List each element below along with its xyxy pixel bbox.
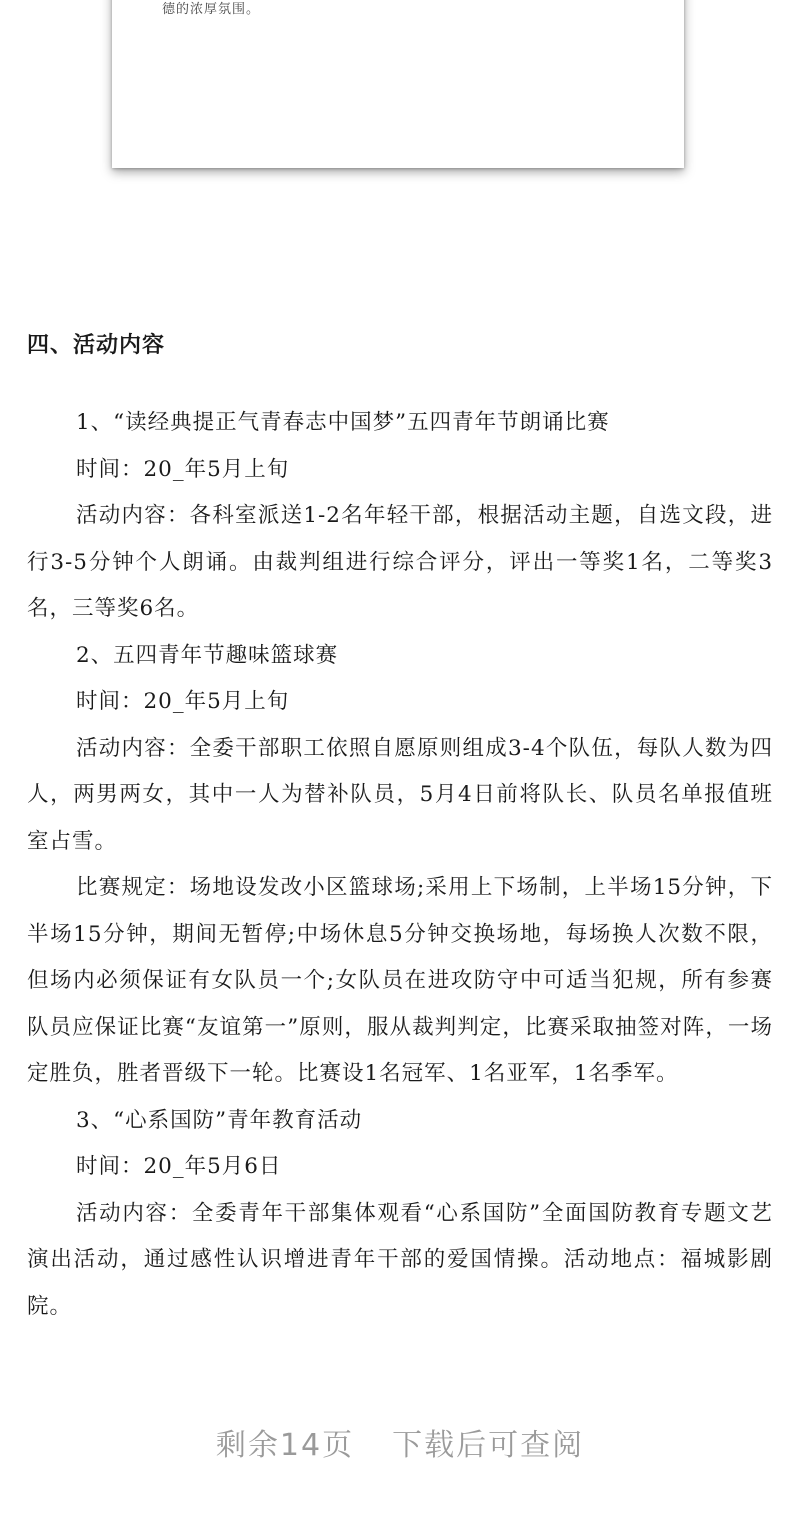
remaining-pages-banner[interactable] (0, 1420, 800, 1464)
item-1-time: 时间：20_年5月上旬 (76, 456, 290, 482)
preview-text: 德的浓厚氛围。 (162, 2, 261, 17)
item-1-title: 1、“读经典提正气青春志中国梦”五四青年节朗诵比赛 (76, 410, 610, 435)
item-3-title: 3、“心系国防”青年教育活动 (76, 1107, 363, 1133)
item-3-time: 时间：20_年5月6日 (76, 1154, 282, 1179)
item-2-time: 时间：20_年5月上旬 (76, 689, 290, 714)
item-2-rules: 比赛规定：场地设发改小区篮球场;采用上下场制，上半场15分钟，下半场15分钟，期间无暂停;中场休息5分钟交换场地，每场换人次数不限，但场内必须保证有女队员一个;女队员在进攻防守中可适当犯规，所有参赛队员应保证比赛“友谊第一”原则，服从裁判判定，比赛采取抽签对阵，一场定胜负，胜者晋级下一轮。比赛设1名冠军、1名亚军，1名季军。 (27, 875, 773, 1086)
document-body (27, 326, 773, 1330)
previous-page-preview (112, 0, 684, 168)
item-2-content: 活动内容：全委干部职工依照自愿原则组成3-4个队伍，每队人数为四人，两男两女，其中一人为替补队员，5月4日前将队长、队员名单报值班室占雪。 (27, 735, 773, 854)
item-3-content: 活动内容：全委青年干部集体观看“心系国防”全面国防教育专题文艺演出活动，通过感性认识增进青年干部的爱国情操。活动地点：福城影剧院。 (27, 1200, 773, 1319)
download-to-view-label[interactable]: 下载后可查阅 (392, 1428, 585, 1463)
remaining-pages-label: 剩余14页 (215, 1428, 355, 1463)
section-heading: 四、活动内容 (27, 333, 166, 358)
item-2-title: 2、五四青年节趣味篮球赛 (76, 642, 339, 668)
item-1-content: 活动内容：各科室派送1-2名年轻干部，根据活动主题，自选文段，进行3-5分钟个人朗诵。由裁判组进行综合评分，评出一等奖1名，二等奖3名，三等奖6名。 (27, 503, 773, 621)
